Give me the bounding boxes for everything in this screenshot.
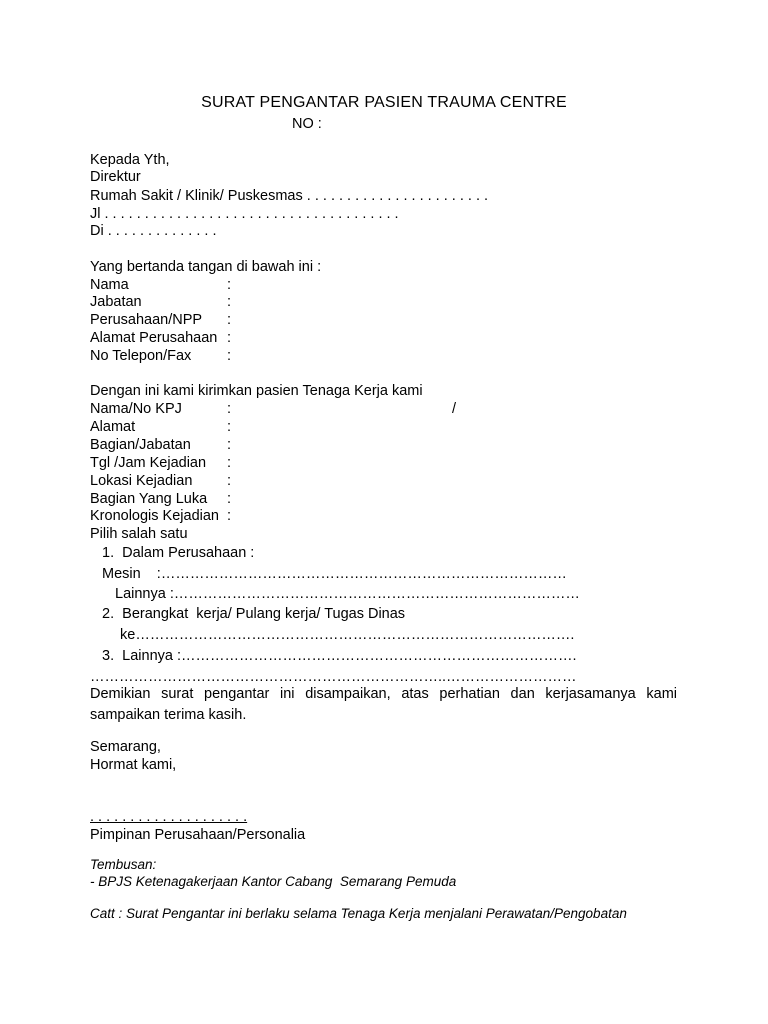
letter-title: SURAT PENGANTAR PASIEN TRAUMA CENTRE (201, 94, 567, 111)
signer-intro: Yang bertanda tangan di bawah ini : (90, 259, 322, 275)
field-colon: : (227, 401, 232, 417)
field-colon: : (227, 312, 232, 328)
field-label: Tgl /Jam Kejadian (90, 455, 207, 471)
patient-field-injury (90, 490, 231, 508)
recipient-title: Direktur (90, 169, 141, 185)
field-label: Kronologis Kejadian (90, 508, 219, 524)
choice-3: 3. Lainnya :………………………………………………………………………. (102, 648, 577, 664)
validity-note: Catt : Surat Pengantar ini berlaku selama Tenaga Kerja menjalani Perawatan/Pengobatan (90, 906, 627, 921)
field-label: Lokasi Kejadian (90, 473, 193, 489)
recipient-street: Jl . . . . . . . . . . . . . . . . . . . . . . . . . . . . . . . . . . . . . (90, 206, 399, 222)
signer-field-company (90, 311, 231, 329)
signer-position: Pimpinan Perusahaan/Personalia (90, 827, 306, 843)
field-separator: / (452, 401, 457, 417)
recipient-city: Di . . . . . . . . . . . . . . (90, 223, 217, 239)
signer-field-phone (90, 347, 231, 365)
signer-field-address (90, 329, 231, 347)
field-label: Bagian Yang Luka (90, 491, 208, 507)
field-label: No Telepon/Fax (90, 348, 192, 364)
choice-1-other: Lainnya :………………………………………………………………………… (115, 586, 580, 602)
field-colon: : (227, 294, 232, 310)
field-colon: : (227, 419, 232, 435)
choice-1: 1. Dalam Perusahaan : (102, 545, 255, 561)
field-colon: : (227, 348, 232, 364)
patient-intro: Dengan ini kami kirimkan pasien Tenaga Kerja kami (90, 383, 423, 399)
choice-1-machine: Mesin :………………………………………………………………………… (102, 566, 567, 582)
signer-field-position (90, 293, 231, 311)
patient-field-location (90, 472, 231, 490)
cc-label: Tembusan: (90, 857, 157, 872)
patient-field-chronology (90, 507, 231, 525)
field-label: Jabatan (90, 294, 142, 310)
closing-city: Semarang, (90, 739, 161, 755)
field-label: Alamat Perusahaan (90, 330, 218, 346)
recipient-greeting: Kepada Yth, (90, 152, 170, 168)
field-label: Bagian/Jabatan (90, 437, 191, 453)
cc-recipient: - BPJS Ketenagakerjaan Kantor Cabang Semarang Pemuda (90, 874, 457, 889)
patient-field-name (90, 400, 590, 418)
field-colon: : (227, 455, 232, 471)
signature-line: . . . . . . . . . . . . . . . . . . . . (90, 809, 248, 825)
field-label: Nama/No KPJ (90, 401, 182, 417)
choice-2: 2. Berangkat kerja/ Pulang kerja/ Tugas Dinas (102, 606, 406, 622)
field-label: Nama (90, 277, 129, 293)
recipient-institution: Rumah Sakit / Klinik/ Puskesmas . . . . . . . . . . . . . . . . . . . . . . . (90, 188, 489, 204)
patient-field-datetime (90, 454, 231, 472)
field-label: Perusahaan/NPP (90, 312, 203, 328)
field-colon: : (227, 330, 232, 346)
choices-dotted-line: ………………………………………………………………..……………………… (90, 669, 577, 685)
field-colon: : (227, 437, 232, 453)
field-colon: : (227, 277, 232, 293)
field-colon: : (227, 508, 232, 524)
closing-regards: Hormat kami, (90, 757, 177, 773)
patient-field-department (90, 436, 231, 454)
letter-number: NO : (292, 116, 322, 132)
signer-field-name (90, 276, 231, 294)
field-colon: : (227, 491, 232, 507)
choices-intro: Pilih salah satu (90, 526, 188, 542)
patient-field-address (90, 418, 231, 436)
closing-paragraph: Demikian surat pengantar ini disampaikan, atas perhatian dan kerjasamanya kami sampaikan terima kasih. (90, 686, 677, 723)
field-label: Alamat (90, 419, 136, 435)
field-colon: : (227, 473, 232, 489)
choice-2-destination: ke………………………………………………………………………………. (120, 627, 575, 643)
